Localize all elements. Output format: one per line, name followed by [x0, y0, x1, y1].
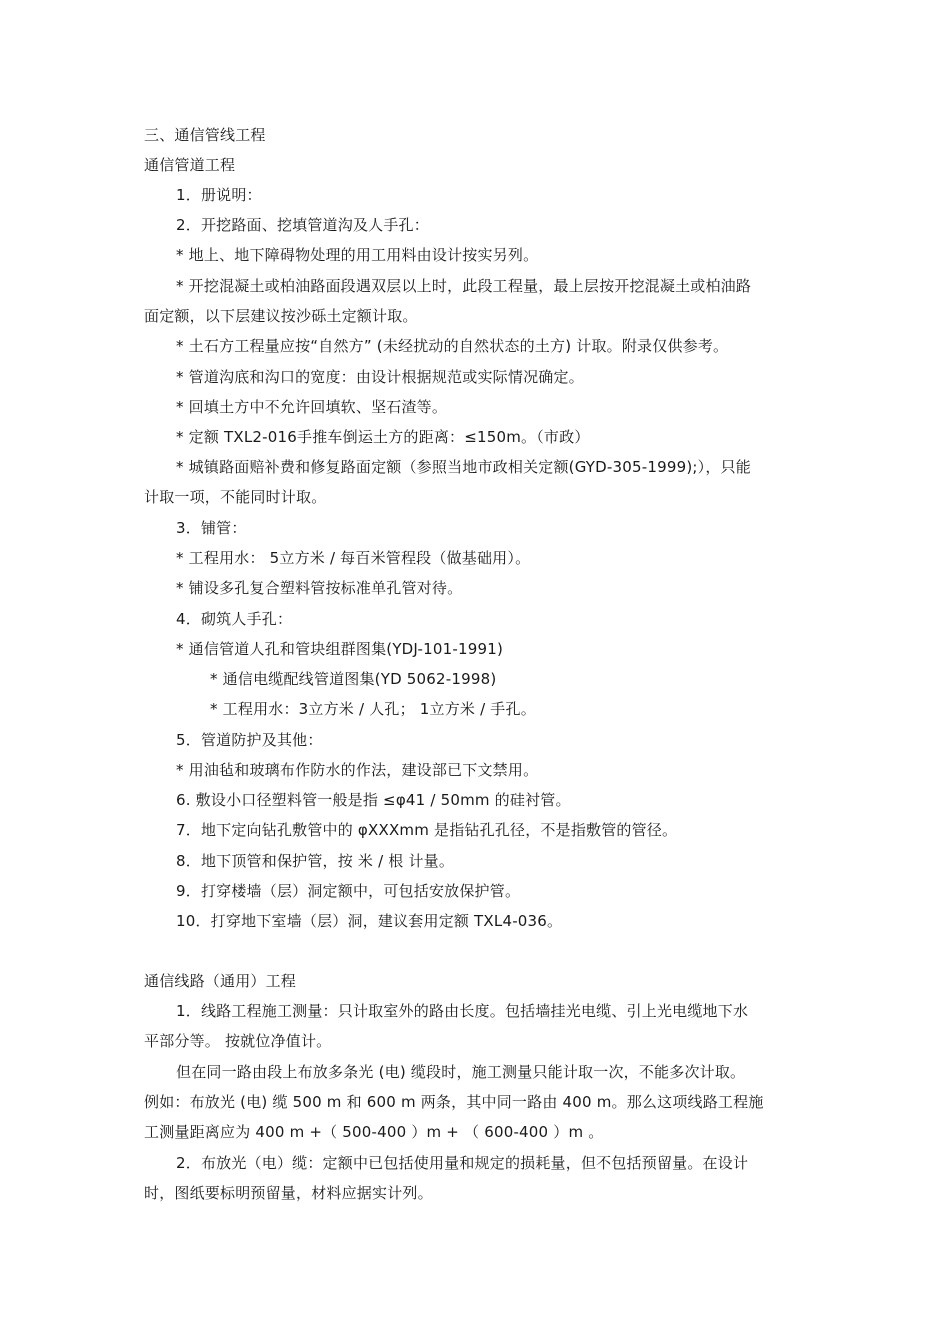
paragraph-line: 2．布放光（电）缆：定额中已包括使用量和规定的损耗量，但不包括预留量。在设计 — [176, 1154, 749, 1172]
paragraph-line: * 工程用水： 5立方米 / 每百米管程段（做基础用）。 — [176, 549, 531, 567]
paragraph-line: 1．册说明： — [176, 186, 262, 204]
paragraph-line: * 通信电缆配线管道图集(YD 5062-1998) — [210, 670, 497, 688]
paragraph-line: 计取一项，不能同时计取。 — [144, 488, 327, 506]
paragraph-line: 4．砌筑人手孔： — [176, 610, 293, 628]
paragraph-line: 6. 敷设小口径塑料管一般是指 ≤φ41 / 50mm 的硅衬管。 — [176, 791, 571, 809]
paragraph-line: * 地上、地下障碍物处理的用工用料由设计按实另列。 — [176, 246, 539, 264]
paragraph-line: 但在同一路由段上布放多条光 (电) 缆段时，施工测量只能计取一次，不能多次计取。 — [176, 1063, 746, 1081]
paragraph-line: * 回填土方中不允许回填软、坚石渣等。 — [176, 398, 448, 416]
paragraph-line: 5．管道防护及其他： — [176, 731, 323, 749]
paragraph-line: 8．地下顶管和保护管，按 米 / 根 计量。 — [176, 852, 455, 870]
paragraph-line: 9．打穿楼墙（层）洞定额中，可包括安放保护管。 — [176, 882, 521, 900]
paragraph-line: 时，图纸要标明预留量，材料应据实计列。 — [144, 1184, 433, 1202]
paragraph-line: 1．线路工程施工测量：只计取室外的路由长度。包括墙挂光电缆、引上光电缆地下水 — [176, 1002, 749, 1020]
paragraph-line: * 铺设多孔复合塑料管按标准单孔管对待。 — [176, 579, 463, 597]
paragraph-line: * 城镇路面赔补费和修复路面定额（参照当地市政相关定额(GYD-305-1999);），只能 — [176, 458, 751, 476]
paragraph-line: 10．打穿地下室墙（层）洞，建议套用定额 TXL4-036。 — [176, 912, 563, 930]
paragraph-line: * 土石方工程量应按“自然方” (未经扰动的自然状态的土方) 计取。附录仅供参考。 — [176, 337, 729, 355]
paragraph-line: 工测量距离应为 400 m +（ 500-400 ）m + （ 600-400 ）m 。 — [144, 1123, 604, 1141]
section-heading: 三、通信管线工程 — [144, 126, 266, 144]
paragraph-line: * 通信管道人孔和管块组群图集(YDJ-101-1991) — [176, 640, 504, 658]
paragraph-line: * 工程用水：3立方米 / 人孔； 1立方米 / 手孔。 — [210, 700, 536, 718]
paragraph-line: * 定额 TXL2-016手推车倒运土方的距离：≤150m。（市政） — [176, 428, 590, 446]
paragraph-line: 面定额，以下层建议按沙砾土定额计取。 — [144, 307, 418, 325]
paragraph-line: 平部分等。 按就位净值计。 — [144, 1032, 332, 1050]
paragraph-line: 3．铺管： — [176, 519, 247, 537]
paragraph-line: * 管道沟底和沟口的宽度：由设计根据规范或实际情况确定。 — [176, 368, 584, 386]
paragraph-line: 2．开挖路面、挖填管道沟及人手孔： — [176, 216, 429, 234]
paragraph-line: 例如：布放光 (电) 缆 500 m 和 600 m 两条，其中同一路由 400 m。那么这项线路工程施 — [144, 1093, 764, 1111]
subsection-heading: 通信管道工程 — [144, 156, 236, 174]
paragraph-line: * 开挖混凝土或柏油路面段遇双层以上时，此段工程量，最上层按开挖混凝土或柏油路 — [176, 277, 752, 295]
paragraph-line: 7．地下定向钻孔敷管中的 φXXXmm 是指钻孔孔径，不是指敷管的管径。 — [176, 821, 678, 839]
subsection-heading: 通信线路（通用）工程 — [144, 972, 297, 990]
paragraph-line: * 用油毡和玻璃布作防水的作法，建设部已下文禁用。 — [176, 761, 539, 779]
